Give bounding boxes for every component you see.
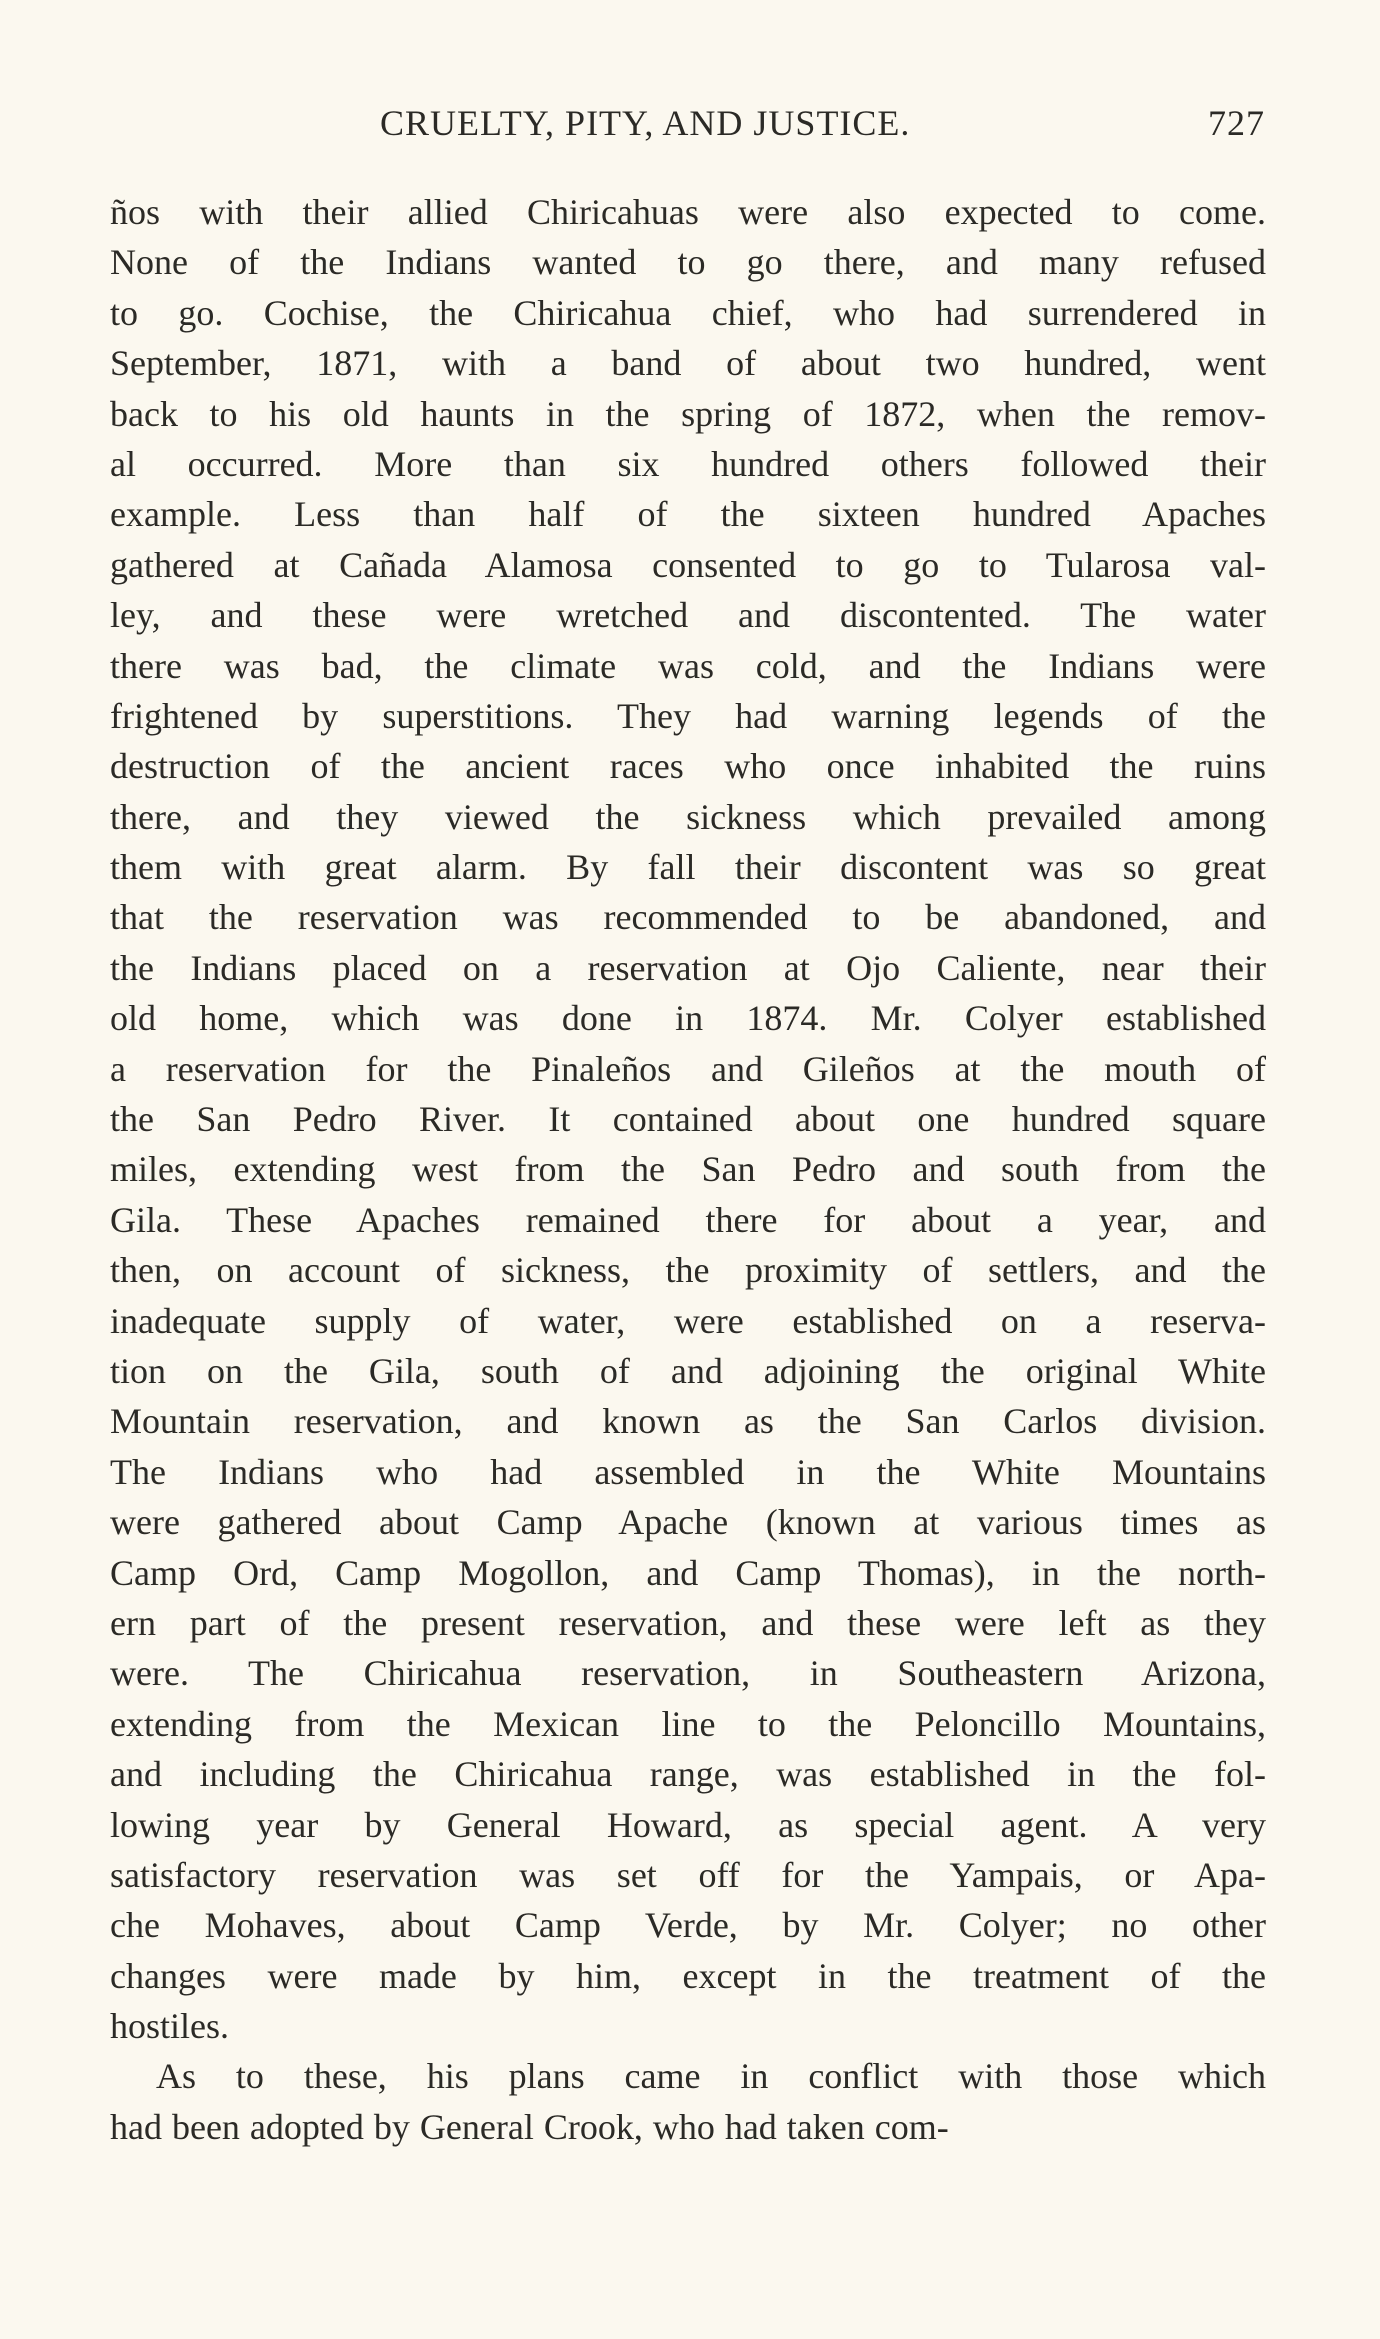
text-line: ern part of the present reservation, and these were left as they	[110, 1602, 1266, 1643]
text-line: the San Pedro River. It contained about one hundred square	[110, 1099, 1266, 1140]
text-line: Camp Ord, Camp Mogollon, and Camp Thomas), in the north-	[110, 1552, 1266, 1593]
text-line: The Indians who had assembled in the White Mountains	[110, 1451, 1266, 1492]
text-line: miles, extending west from the San Pedro and south from the	[110, 1149, 1266, 1190]
text-line: hostiles.	[110, 2006, 230, 2047]
text-line: old home, which was done in 1874. Mr. Colyer established	[110, 998, 1266, 1039]
text-line: gathered at Cañada Alamosa consented to go to Tularosa val-	[110, 544, 1266, 585]
text-line: ños with their allied Chiricahuas were also expected to come.	[110, 192, 1266, 232]
text-line: them with great alarm. By fall their discontent was so great	[110, 847, 1266, 888]
text-line: the Indians placed on a reservation at Ojo Caliente, near their	[110, 947, 1266, 988]
text-line: were. The Chiricahua reservation, in Southeastern Arizona,	[110, 1653, 1266, 1694]
page-number: 727	[1208, 103, 1265, 143]
text-line: al occurred. More than six hundred others followed their	[110, 443, 1266, 484]
text-line: were gathered about Camp Apache (known at various times as	[110, 1502, 1266, 1543]
text-line: satisfactory reservation was set off for the Yampais, or Apa-	[110, 1854, 1266, 1895]
text-line: Mountain reservation, and known as the San Carlos division.	[110, 1401, 1266, 1442]
text-line: then, on account of sickness, the proximity of settlers, and the	[110, 1250, 1266, 1291]
body-text	[110, 187, 1266, 2152]
text-line: there was bad, the climate was cold, and the Indians were	[110, 645, 1266, 686]
text-line: had been adopted by General Crook, who had taken com-	[110, 2106, 949, 2147]
text-line: a reservation for the Pinaleños and Gileños at the mouth of	[110, 1048, 1266, 1089]
text-line: tion on the Gila, south of and adjoining the original White	[110, 1350, 1266, 1391]
text-line: to go. Cochise, the Chiricahua chief, who had surrendered in	[110, 292, 1266, 333]
page-header	[165, 102, 1265, 152]
text-line: destruction of the ancient races who once inhabited the ruins	[110, 746, 1266, 787]
text-line: extending from the Mexican line to the Peloncillo Mountains,	[110, 1703, 1266, 1744]
text-line: frightened by superstitions. They had warning legends of the	[110, 695, 1266, 736]
text-line: back to his old haunts in the spring of 1872, when the remov-	[110, 393, 1266, 434]
text-line: and including the Chiricahua range, was established in the fol-	[110, 1754, 1266, 1795]
text-line: lowing year by General Howard, as special agent. A very	[110, 1804, 1266, 1845]
text-line: inadequate supply of water, were established on a reserva-	[110, 1300, 1266, 1341]
text-line: Gila. These Apaches remained there for about a year, and	[110, 1199, 1266, 1240]
text-line: ley, and these were wretched and discontented. The water	[110, 595, 1266, 636]
running-title: CRUELTY, PITY, AND JUSTICE.	[380, 103, 911, 143]
text-line: che Mohaves, about Camp Verde, by Mr. Colyer; no other	[110, 1905, 1266, 1946]
text-line: As to these, his plans came in conflict with those which	[156, 2056, 1266, 2097]
text-line: there, and they viewed the sickness which prevailed among	[110, 796, 1266, 837]
text-line: changes were made by him, except in the treatment of the	[110, 1955, 1266, 1996]
text-line: example. Less than half of the sixteen hundred Apaches	[110, 494, 1266, 535]
text-line: that the reservation was recommended to be abandoned, and	[110, 897, 1266, 938]
text-line: September, 1871, with a band of about two hundred, went	[110, 343, 1266, 384]
text-line: None of the Indians wanted to go there, and many refused	[110, 242, 1266, 283]
